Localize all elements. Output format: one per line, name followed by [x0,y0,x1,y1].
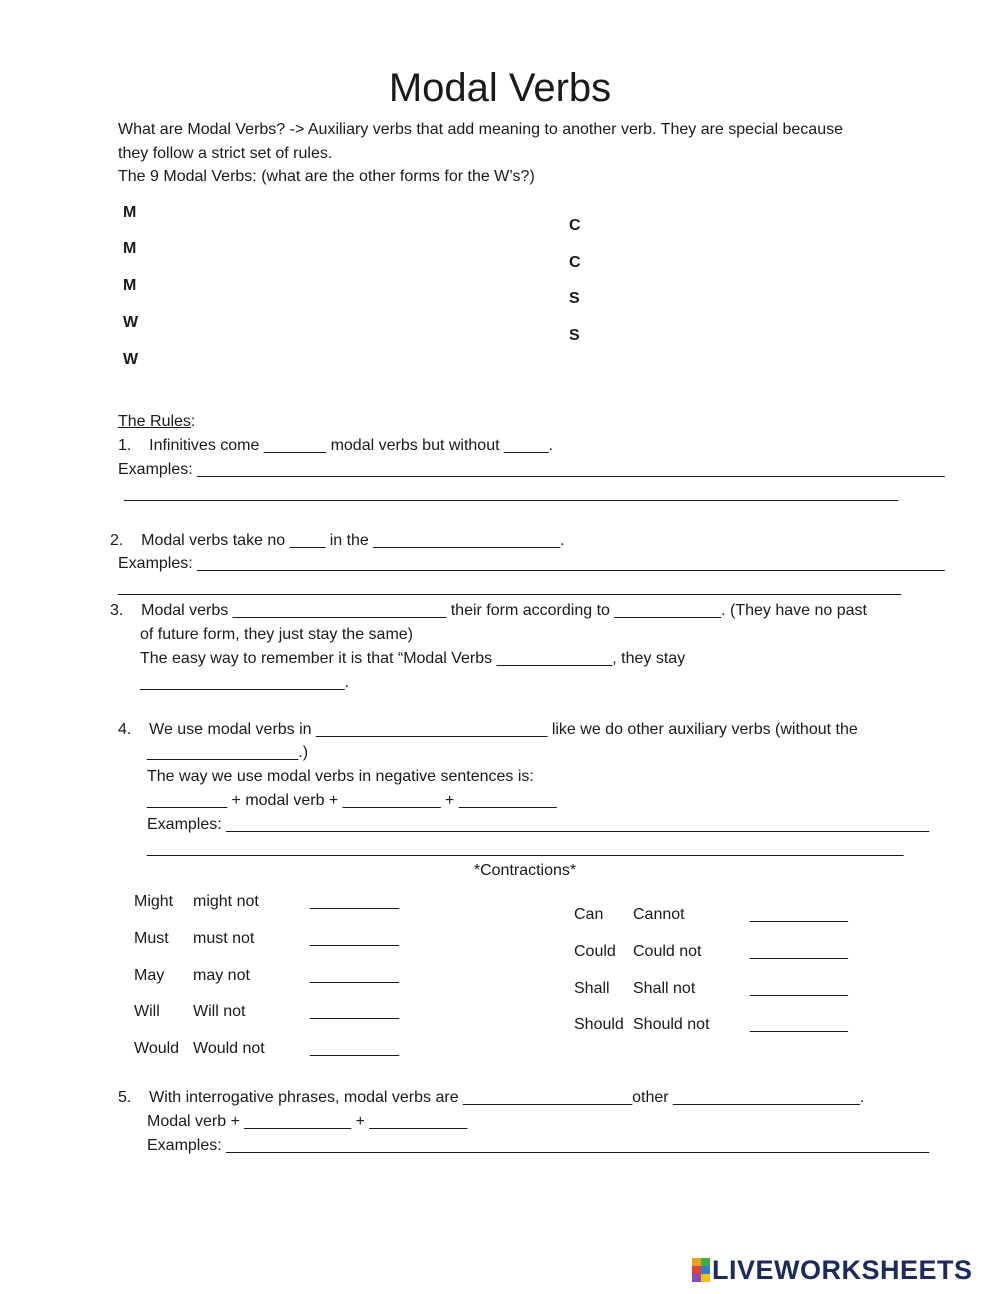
rule-4-line-2: _________________.) [147,744,309,761]
letter-right: S [569,290,580,307]
intro-line-3: The 9 Modal Verbs: (what are the other forms for the W’s?) [118,168,535,185]
contraction-blank: __________ [310,1040,399,1057]
letter-right: C [569,254,581,271]
rule-5-line-2: Modal verb + ____________ + ___________ [147,1113,468,1130]
rule-4-examples: Examples: _______________________________________________________________________________ [147,816,930,833]
contraction-blank: ___________ [750,943,848,960]
contraction-blank: __________ [310,930,399,947]
intro-line-2: they follow a strict set of rules. [118,145,333,162]
contraction-negative: might not [193,893,259,910]
letter-right: C [569,217,581,234]
rule-5-examples: Examples: _______________________________________________________________________________ [147,1137,930,1154]
logo-text: LIVEWORKSHEETS [712,1254,973,1285]
contraction-modal: Shall [574,980,610,997]
contraction-negative: Shall not [633,980,696,997]
intro-line-1: What are Modal Verbs? -> Auxiliary verbs that add meaning to another verb. They are special because [118,121,843,138]
page-title: Modal Verbs [388,66,612,110]
contraction-negative: may not [193,967,250,984]
rule-4-line-4: _________ + modal verb + ___________ + ___________ [147,792,557,809]
contraction-modal: Must [134,930,169,947]
rules-heading-text: The Rules [118,413,191,430]
letter-left: M [123,277,137,294]
contraction-modal: Would [134,1040,180,1057]
contraction-modal: Could [574,943,616,960]
rule-1: 1. Infinitives come _______ modal verbs but without _____. [118,437,553,454]
rule-3-line-4: _______________________. [140,674,350,691]
contraction-negative: Will not [193,1003,246,1020]
letter-left: M [123,240,137,257]
contractions-heading: *Contractions* [473,862,577,879]
rule-1-blank-line: _______________________________________________________________________________________ [124,485,899,502]
rule-4-line-1: 4. We use modal verbs in __________________________ like we do other auxiliary verbs (without the [118,721,858,738]
rules-heading-colon: : [190,413,196,430]
rule-4-line-3: The way we use modal verbs in negative sentences is: [147,768,534,785]
logo-badge-icon [692,1258,710,1282]
contraction-blank: __________ [310,1003,399,1020]
contraction-negative: Should not [633,1016,710,1033]
contraction-negative: must not [193,930,255,947]
rule-1-examples: Examples: ____________________________________________________________________________________ [118,461,945,478]
contraction-blank: ___________ [750,980,848,997]
rule-2-examples: Examples: ____________________________________________________________________________________ [118,555,945,572]
letter-left: W [123,314,139,331]
rules-heading [118,412,195,432]
contraction-modal: Should [574,1016,624,1033]
contraction-negative: Could not [633,943,702,960]
contraction-blank: __________ [310,893,399,910]
contraction-negative: Cannot [633,906,685,923]
rule-2-blank-line: ________________________________________________________________________________________ [118,579,902,596]
rule-4-blank-line: _____________________________________________________________________________________ [147,840,904,857]
contraction-negative: Would not [193,1040,265,1057]
contraction-blank: ___________ [750,1016,848,1033]
contraction-blank: __________ [310,967,399,984]
rule-3-line-3: The easy way to remember it is that “Modal Verbs _____________, they stay [140,650,686,667]
contraction-modal: Might [134,893,174,910]
contraction-modal: Can [574,906,604,923]
letter-right: S [569,327,580,344]
rule-2: 2. Modal verbs take no ____ in the _____________________. [110,532,565,549]
rule-3-line-2: of future form, they just stay the same) [140,626,413,643]
letter-left: M [123,204,137,221]
rule-5-line-1: 5. With interrogative phrases, modal verbs are ___________________other _____________________. [118,1089,865,1106]
rule-3-line-1: 3. Modal verbs ________________________ their form according to ____________. (They have no past [110,602,867,619]
liveworksheets-logo [692,1256,973,1284]
contraction-blank: ___________ [750,906,848,923]
letter-left: W [123,351,139,368]
contraction-modal: May [134,967,165,984]
contraction-modal: Will [134,1003,160,1020]
